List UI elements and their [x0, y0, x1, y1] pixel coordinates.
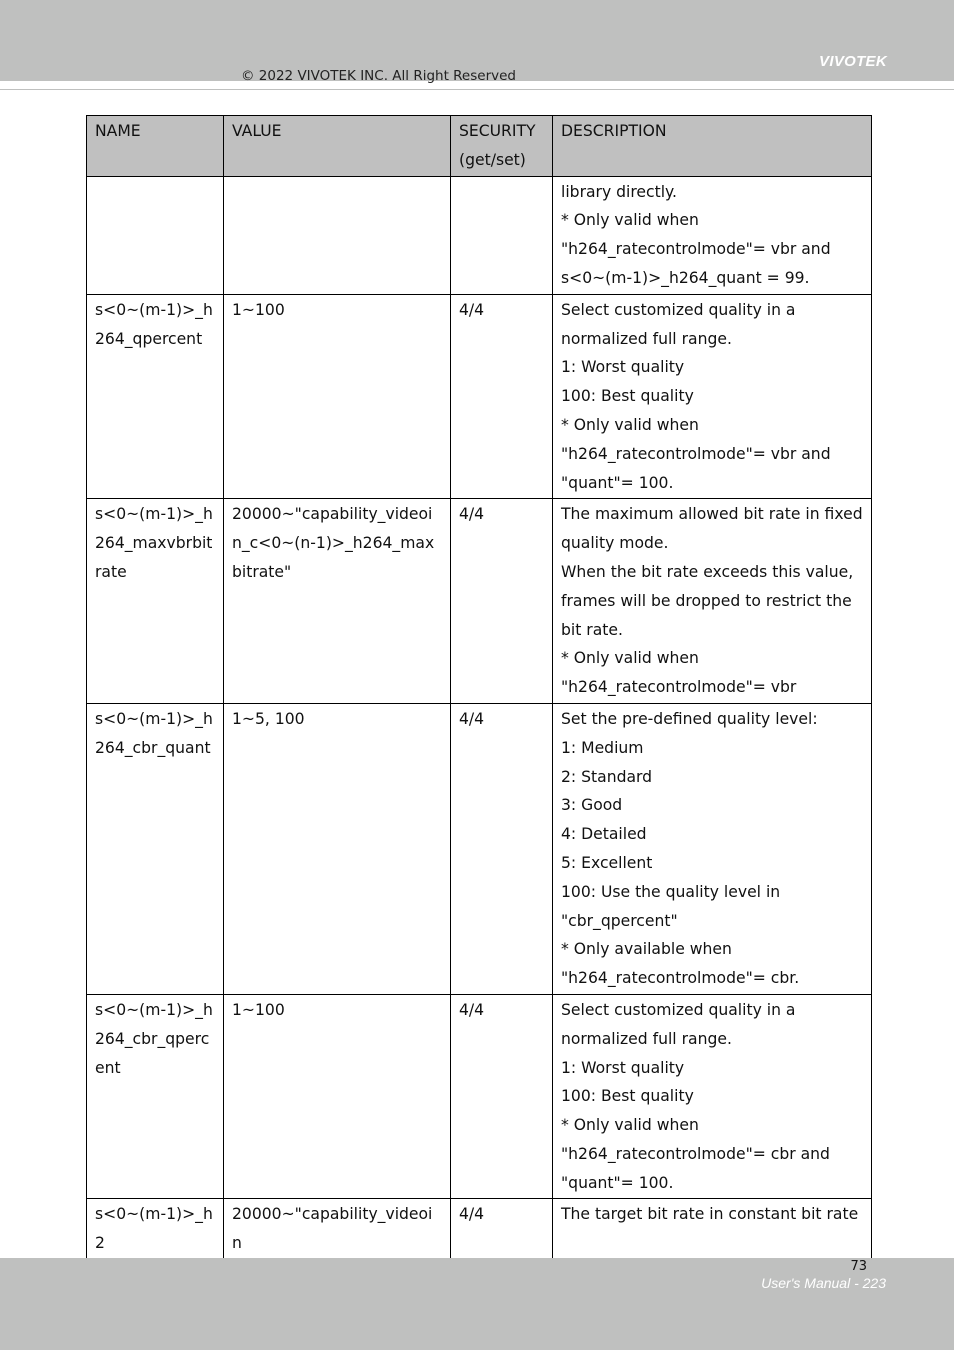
cell-security: 4/4: [451, 294, 553, 499]
cell-value: 20000~"capability_videoin_c<0~(n-1)>_h264_maxbitrate": [224, 499, 451, 704]
table-row: [87, 499, 872, 704]
description-line: 1: Worst quality: [561, 358, 685, 377]
table-row: [87, 703, 872, 994]
cell-description: [553, 703, 872, 994]
column-header-description: DESCRIPTION: [553, 116, 872, 177]
table-header-row: [87, 116, 872, 177]
page-number: 73: [850, 1259, 867, 1274]
cell-name: s<0~(m-1)>_h264_cbr_quant: [87, 703, 224, 994]
cell-value: [224, 176, 451, 294]
footer-band: [0, 1258, 954, 1350]
description-line: Set the pre-defined quality level:: [561, 709, 818, 728]
cell-description: [553, 294, 872, 499]
brand-logo: VIVOTEK: [819, 53, 887, 70]
manual-page-label: User's Manual - 223: [761, 1275, 886, 1291]
description-line: * Only available when "h264_ratecontrolmode"= cbr.: [561, 940, 800, 988]
column-header-name: NAME: [87, 116, 224, 177]
description-line: 4: Detailed: [561, 825, 647, 844]
cell-security: 4/4: [451, 994, 553, 1199]
description-line: 100: Use the quality level in "cbr_qpercent": [561, 882, 781, 930]
description-line: 100: Best quality: [561, 1087, 694, 1106]
description-line: The target bit rate in constant bit rate: [561, 1205, 859, 1224]
cell-description: [553, 994, 872, 1199]
cell-security: 4/4: [451, 1199, 553, 1260]
copyright-notice: © 2022 VIVOTEK INC. All Right Reserved: [241, 68, 516, 84]
description-line: Select customized quality in a normalized full range.: [561, 1000, 796, 1048]
description-line: The maximum allowed bit rate in fixed quality mode.: [561, 505, 863, 553]
table-row: [87, 176, 872, 294]
table-row: [87, 994, 872, 1199]
parameter-table: [86, 115, 872, 1260]
column-header-value: VALUE: [224, 116, 451, 177]
description-line: * Only valid when: [561, 211, 699, 230]
description-line: 2: Standard: [561, 767, 653, 786]
cell-name: s<0~(m-1)>_h264_cbr_qpercent: [87, 994, 224, 1199]
cell-name: [87, 176, 224, 294]
description-line: 100: Best quality: [561, 387, 694, 406]
description-line: 1: Medium: [561, 738, 644, 757]
cell-value: 1~5, 100: [224, 703, 451, 994]
cell-value: 1~100: [224, 994, 451, 1199]
table-row: [87, 1199, 872, 1260]
cell-description: [553, 1199, 872, 1260]
cell-name: s<0~(m-1)>_h264_maxvbrbitrate: [87, 499, 224, 704]
table-row: [87, 294, 872, 499]
cell-security: [451, 176, 553, 294]
header-rule: [0, 89, 954, 90]
description-line: s<0~(m-1)>_h264_quant = 99.: [561, 268, 810, 287]
cell-description: [553, 499, 872, 704]
cell-description: [553, 176, 872, 294]
description-line: "h264_ratecontrolmode"= vbr and: [561, 240, 831, 259]
cell-value: 1~100: [224, 294, 451, 499]
cell-security: 4/4: [451, 703, 553, 994]
description-line: When the bit rate exceeds this value, frames will be dropped to restrict the bit rate.: [561, 562, 854, 639]
description-line: 3: Good: [561, 796, 623, 815]
cell-name: s<0~(m-1)>_h2: [87, 1199, 224, 1260]
description-line: * Only valid when "h264_ratecontrolmode"= vbr and "quant"= 100.: [561, 415, 831, 492]
description-line: Select customized quality in a normalized full range.: [561, 300, 796, 348]
description-line: * Only valid when "h264_ratecontrolmode"= vbr: [561, 649, 797, 697]
table-body: [87, 176, 872, 1259]
cell-security: 4/4: [451, 499, 553, 704]
cell-name: s<0~(m-1)>_h264_qpercent: [87, 294, 224, 499]
description-line: 5: Excellent: [561, 853, 653, 872]
description-line: * Only valid when "h264_ratecontrolmode"= cbr and "quant"= 100.: [561, 1116, 830, 1192]
column-header-security: SECURITY(get/set): [451, 116, 553, 177]
description-line: library directly.: [561, 182, 678, 201]
cell-value: 20000~"capability_videoin: [224, 1199, 451, 1260]
description-line: 1: Worst quality: [561, 1058, 685, 1077]
